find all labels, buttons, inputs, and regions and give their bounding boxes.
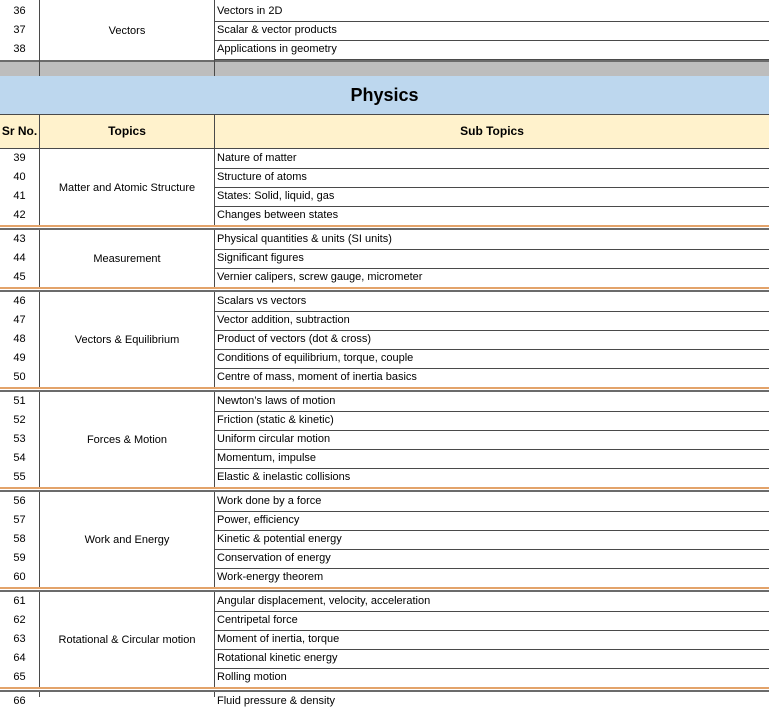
row-line — [214, 449, 769, 450]
cell-sub-topic: Elastic & inelastic collisions — [217, 471, 351, 483]
group-separator — [0, 687, 769, 692]
cell-sr-no: 53 — [13, 433, 26, 445]
row-line — [214, 649, 769, 650]
grid-line — [39, 230, 40, 287]
cell-sr-no: 51 — [13, 395, 26, 407]
group-separator — [0, 587, 769, 592]
cell-sr-no: 65 — [13, 671, 26, 683]
row-line — [214, 368, 769, 369]
row-line — [214, 549, 769, 550]
grid-line — [214, 692, 215, 697]
topic-label: Forces & Motion — [86, 434, 168, 446]
cell-sr-no: 58 — [13, 533, 26, 545]
row-line — [214, 168, 769, 169]
cell-sr-no: 38 — [13, 43, 26, 55]
grid-line — [214, 392, 215, 487]
cell-sub-topic: Power, efficiency — [217, 514, 300, 526]
topic-label: Rotational & Circular motion — [58, 634, 196, 646]
group-separator — [0, 287, 769, 292]
cell-topic — [40, 293, 214, 387]
cell-sub-topic: Centre of mass, moment of inertia basics — [217, 371, 417, 383]
row-line — [214, 468, 769, 469]
row-line — [214, 611, 769, 612]
cell-sr-no: 46 — [13, 295, 26, 307]
header-sub-topics: Sub Topics — [460, 124, 524, 138]
cell-sub-topic: Moment of inertia, torque — [217, 633, 340, 645]
topic-label: Vectors & Equilibrium — [74, 334, 180, 346]
cell-sr-no: 39 — [13, 152, 26, 164]
cell-sub-topic: Vector addition, subtraction — [217, 314, 350, 326]
cell-sub-topic: Kinetic & potential energy — [217, 533, 342, 545]
cell-topic — [40, 593, 214, 687]
row-line — [214, 311, 769, 312]
grid-line — [214, 292, 215, 387]
cell-sr-no: 47 — [13, 314, 26, 326]
cell-sr-no: 57 — [13, 514, 26, 526]
cell-sr-no: 44 — [13, 252, 26, 264]
row-line — [0, 114, 769, 115]
gray-spacer-row — [0, 60, 769, 76]
cell-sub-topic: Work-energy theorem — [217, 571, 324, 583]
cell-sr-no: 37 — [13, 24, 26, 36]
cell-sr-no: 42 — [13, 209, 26, 221]
group-separator — [0, 487, 769, 492]
grid-line — [214, 592, 215, 687]
cell-topic — [40, 150, 214, 225]
row-line — [214, 187, 769, 188]
cell-sr-no: 41 — [13, 190, 26, 202]
cell-sr-no: 61 — [13, 595, 26, 607]
row-line — [214, 411, 769, 412]
cell-sr-no: 56 — [13, 495, 26, 507]
grid-line — [214, 149, 215, 225]
grid-line — [39, 0, 40, 76]
table-header-row — [0, 114, 769, 148]
group-separator — [0, 225, 769, 230]
cell-sub-topic: Applications in geometry — [217, 43, 337, 55]
cell-sub-topic: Newton’s laws of motion — [217, 395, 336, 407]
cell-sub-topic: Fluid pressure & density — [217, 695, 335, 707]
row-line — [214, 268, 769, 269]
row-line — [214, 568, 769, 569]
row-line — [214, 349, 769, 350]
topic-label: Measurement — [93, 253, 161, 265]
cell-sub-topic: Rolling motion — [217, 671, 287, 683]
section-title-text: Physics — [350, 84, 419, 105]
cell-sr-no: 54 — [13, 452, 26, 464]
cell-sub-topic: Conservation of energy — [217, 552, 331, 564]
grid-line — [39, 392, 40, 487]
cell-topic — [40, 231, 214, 287]
cell-sub-topic: Uniform circular motion — [217, 433, 331, 445]
row-line — [0, 148, 769, 149]
cell-sr-no: 66 — [13, 695, 26, 707]
grid-line — [39, 114, 40, 148]
cell-sr-no: 36 — [13, 5, 26, 17]
cell-sub-topic: Centripetal force — [217, 614, 298, 626]
cell-sr-no: 40 — [13, 171, 26, 183]
cell-sub-topic: Physical quantities & units (SI units) — [217, 233, 392, 245]
header-topics: Topics — [108, 124, 146, 138]
section-title-physics — [0, 76, 769, 114]
cell-sub-topic: Scalar & vector products — [217, 24, 337, 36]
grid-line — [214, 230, 215, 287]
cell-sub-topic: States: Solid, liquid, gas — [217, 190, 335, 202]
cell-sr-no: 55 — [13, 471, 26, 483]
topic-label: Vectors — [108, 25, 146, 37]
cell-sr-no: 62 — [13, 614, 26, 626]
topic-label: Matter and Atomic Structure — [58, 181, 196, 194]
header-sr-no: Sr No. — [1, 124, 38, 138]
cell-sr-no: 45 — [13, 271, 26, 283]
row-line — [214, 330, 769, 331]
cell-sub-topic: Work done by a force — [217, 495, 322, 507]
cell-sr-no: 64 — [13, 652, 26, 664]
row-line — [214, 59, 769, 60]
cell-sr-no: 59 — [13, 552, 26, 564]
cell-sr-no: 60 — [13, 571, 26, 583]
cell-sub-topic: Momentum, impulse — [217, 452, 317, 464]
cell-topic — [40, 693, 214, 711]
grid-line — [214, 114, 215, 148]
cell-topic — [40, 493, 214, 587]
cell-sr-no: 63 — [13, 633, 26, 645]
cell-topic — [40, 3, 214, 59]
grid-line — [39, 149, 40, 225]
cell-sr-no: 48 — [13, 333, 26, 345]
cell-sub-topic: Structure of atoms — [217, 171, 307, 183]
grid-line — [214, 492, 215, 587]
grid-line — [214, 0, 215, 76]
cell-sub-topic: Nature of matter — [217, 152, 297, 164]
cell-sr-no: 43 — [13, 233, 26, 245]
cell-sub-topic: Angular displacement, velocity, acceleration — [217, 595, 431, 607]
cell-sub-topic: Scalars vs vectors — [217, 295, 307, 307]
cell-sr-no: 52 — [13, 414, 26, 426]
cell-sr-no: 50 — [13, 371, 26, 383]
row-line — [214, 206, 769, 207]
cell-sub-topic: Rotational kinetic energy — [217, 652, 338, 664]
row-line — [214, 249, 769, 250]
cell-sub-topic: Vectors in 2D — [217, 5, 283, 17]
grid-line — [39, 692, 40, 697]
grid-line — [39, 292, 40, 387]
cell-sub-topic: Friction (static & kinetic) — [217, 414, 334, 426]
grid-line — [39, 592, 40, 687]
row-line — [214, 630, 769, 631]
row-line — [214, 430, 769, 431]
cell-sr-no: 49 — [13, 352, 26, 364]
row-line — [214, 21, 769, 22]
cell-sub-topic: Product of vectors (dot & cross) — [217, 333, 372, 345]
cell-sub-topic: Vernier calipers, screw gauge, micrometer — [217, 271, 423, 283]
cell-sub-topic: Conditions of equilibrium, torque, couple — [217, 352, 414, 364]
row-line — [214, 668, 769, 669]
cell-sub-topic: Changes between states — [217, 209, 339, 221]
row-line — [214, 40, 769, 41]
row-line — [214, 530, 769, 531]
cell-topic — [40, 393, 214, 487]
topic-label: Work and Energy — [84, 534, 170, 546]
row-line — [214, 511, 769, 512]
grid-line — [39, 492, 40, 587]
cell-sub-topic: Significant figures — [217, 252, 304, 264]
group-separator — [0, 387, 769, 392]
